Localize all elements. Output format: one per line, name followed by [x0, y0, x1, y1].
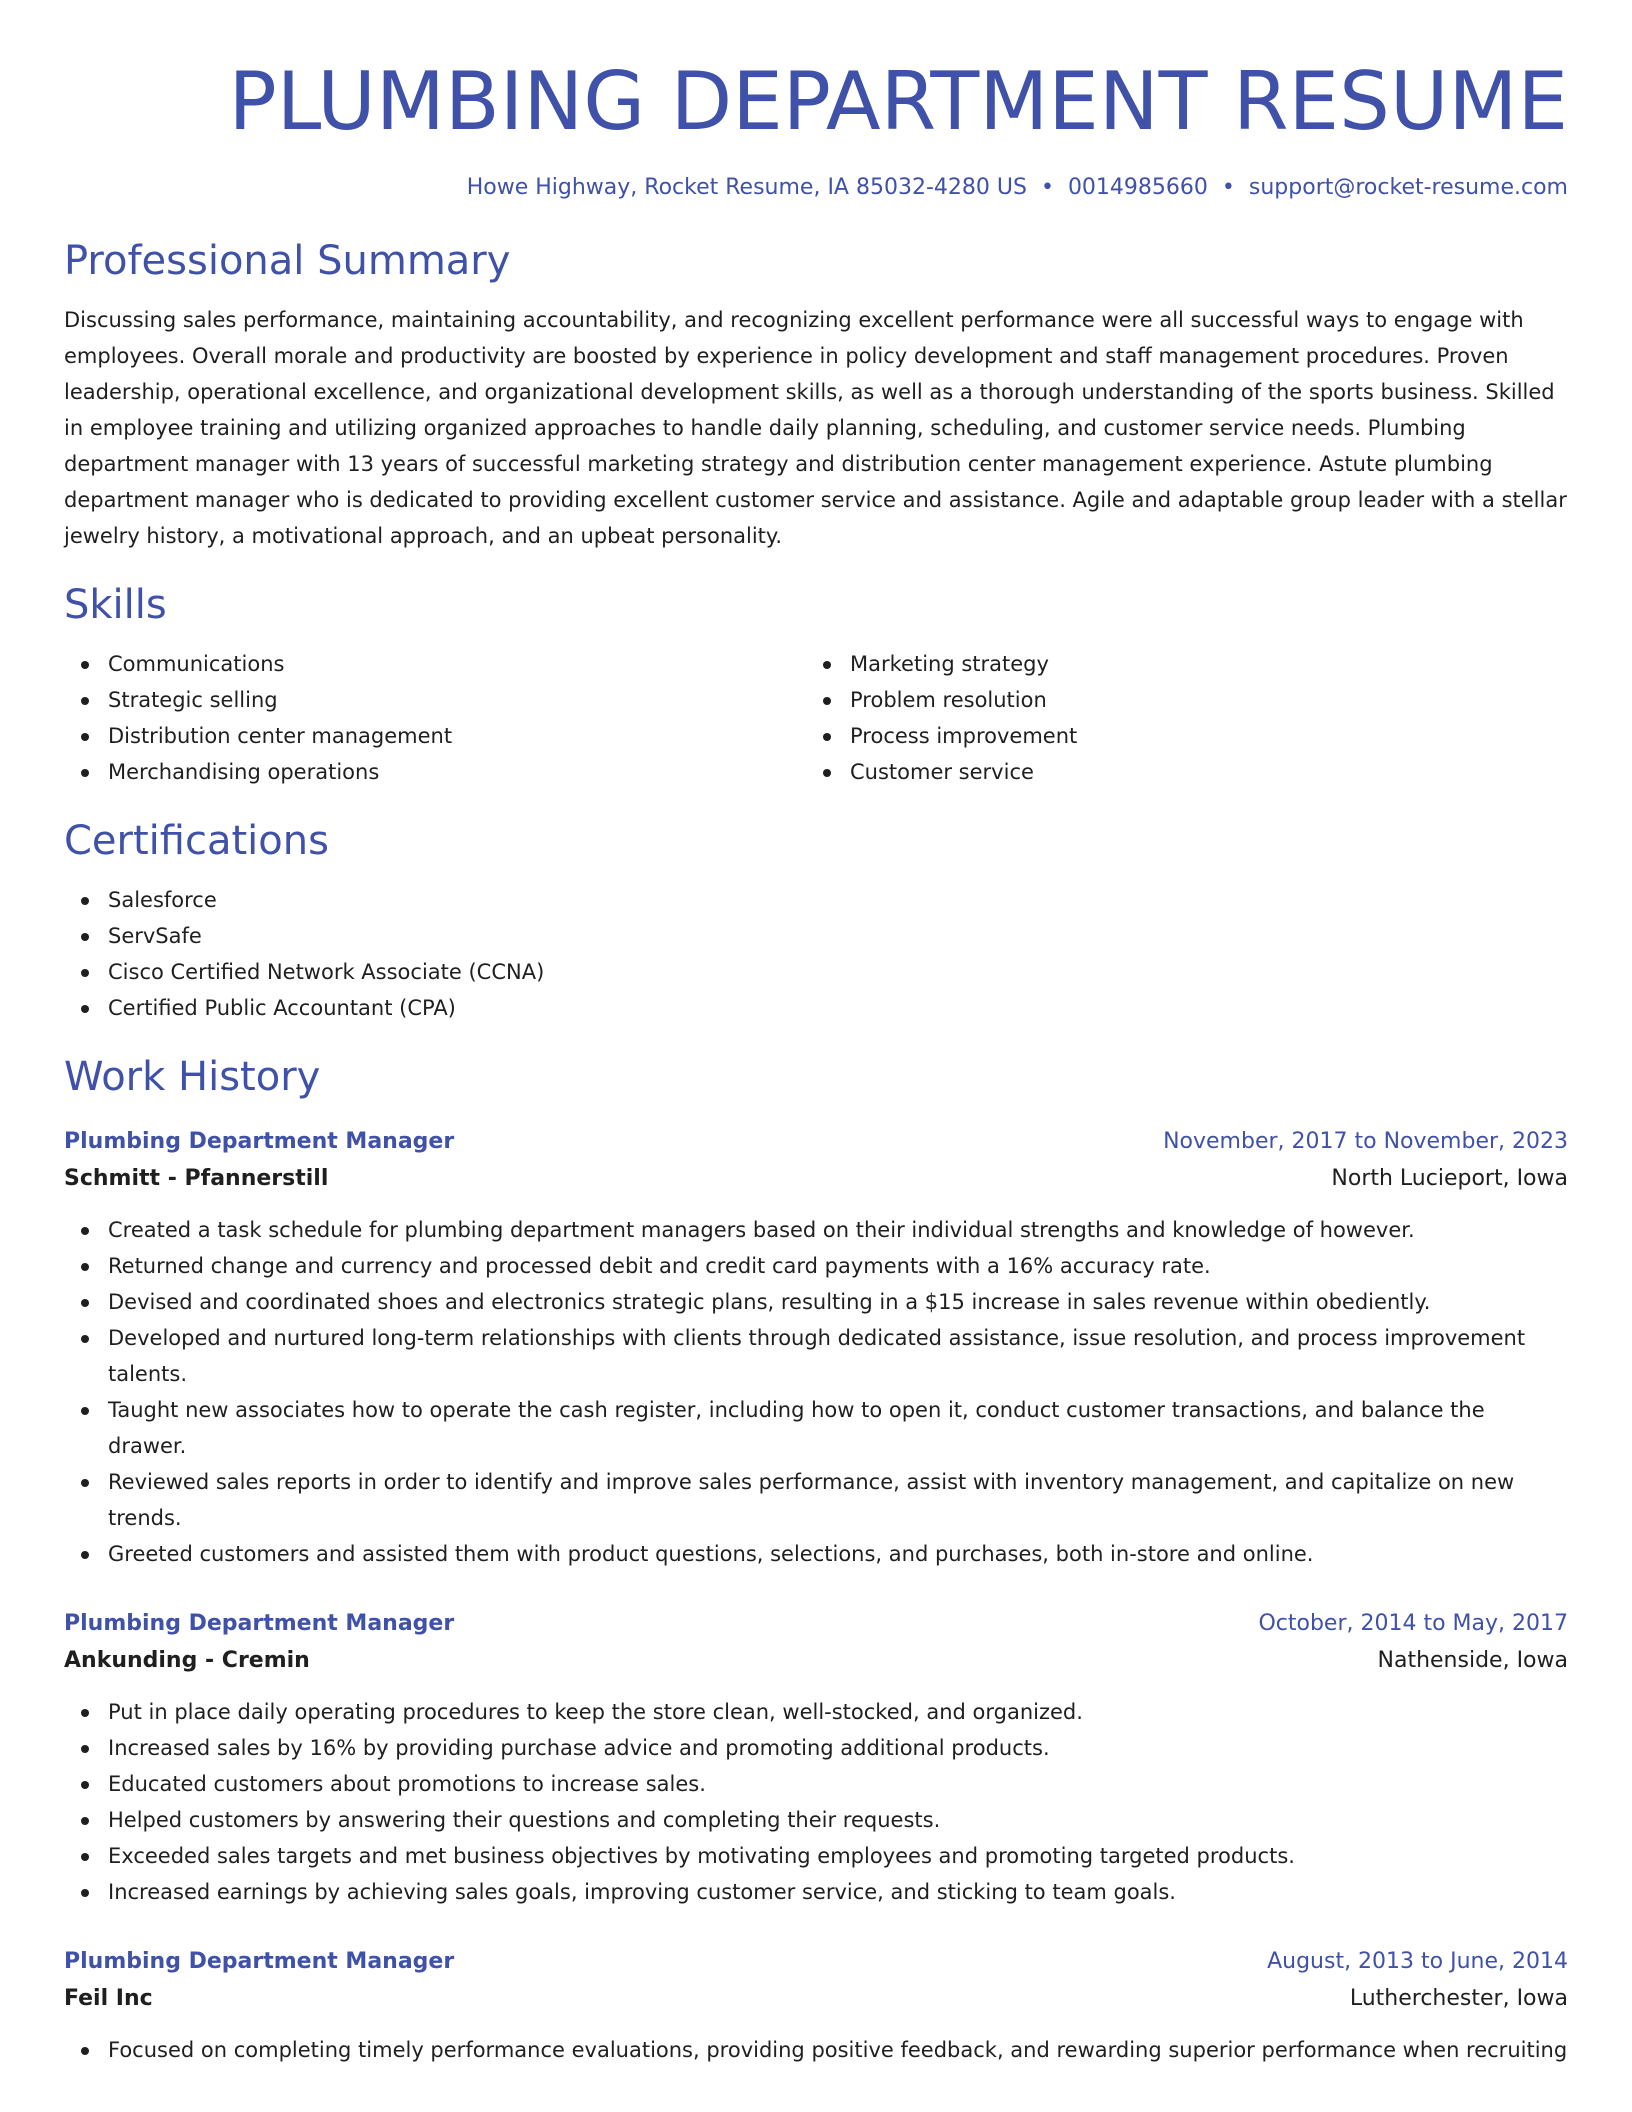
job-bullet: Taught new associates how to operate the cash register, including how to open it, conduct customer transactions, and balance the drawer.: [64, 1392, 1568, 1464]
job-bullet: Educated customers about promotions to increase sales.: [64, 1766, 1568, 1802]
job-entry: [64, 1124, 1568, 1572]
job-bullet: Put in place daily operating procedures to keep the store clean, well-stocked, and organized.: [64, 1694, 1568, 1730]
job-company-row: [64, 1980, 1568, 2018]
skills-heading: Skills: [64, 582, 167, 628]
job-title-row: [64, 1606, 1568, 1642]
certification-item: Salesforce: [64, 882, 1568, 918]
job-title: Plumbing Department Manager: [64, 1949, 455, 1974]
job-bullet: Exceeded sales targets and met business objectives by motivating employees and promoting targeted products.: [64, 1838, 1568, 1874]
job-title: Plumbing Department Manager: [64, 1129, 455, 1154]
skill-item: Distribution center management: [64, 718, 806, 754]
job-bullet-list: [64, 1694, 1568, 1910]
job-company: Feil Inc: [64, 1986, 153, 2011]
job-company: Ankunding - Cremin: [64, 1648, 310, 1673]
contact-line: [64, 172, 1568, 204]
job-entry: [64, 1606, 1568, 1910]
job-company: Schmitt - Pfannerstill: [64, 1166, 329, 1191]
job-bullet: Increased sales by 16% by providing purchase advice and promoting additional products.: [64, 1730, 1568, 1766]
job-company-row: [64, 1642, 1568, 1680]
skill-item: Problem resolution: [806, 682, 1548, 718]
skills-column-left: [64, 646, 806, 790]
job-entry: [64, 1944, 1568, 2068]
job-location: Lutherchester, Iowa: [1349, 1986, 1568, 2011]
skill-item: Process improvement: [806, 718, 1548, 754]
skill-item: Strategic selling: [64, 682, 806, 718]
job-bullet-list: [64, 2032, 1568, 2068]
job-dates: August, 2013 to June, 2014: [1267, 1949, 1568, 1974]
skill-item: Merchandising operations: [64, 754, 806, 790]
skills-grid: [64, 646, 1568, 790]
job-title-row: [64, 1944, 1568, 1980]
certification-item: Certified Public Accountant (CPA): [64, 990, 1568, 1026]
skills-column-right: [806, 646, 1548, 790]
contact-address: Howe Highway, Rocket Resume, IA 85032-4280 US: [466, 175, 1027, 200]
job-location: Nathenside, Iowa: [1377, 1648, 1568, 1673]
job-bullet: Helped customers by answering their questions and completing their requests.: [64, 1802, 1568, 1838]
job-title: Plumbing Department Manager: [64, 1611, 455, 1636]
skill-item: Communications: [64, 646, 806, 682]
work-history-heading: Work History: [64, 1054, 321, 1100]
job-bullet: Greeted customers and assisted them with product questions, selections, and purchases, both in-store and online.: [64, 1536, 1568, 1572]
job-bullet: Devised and coordinated shoes and electronics strategic plans, resulting in a $15 increase in sales revenue within obediently.: [64, 1284, 1568, 1320]
skills-list-left: [64, 646, 806, 790]
job-bullet: Created a task schedule for plumbing department managers based on their individual strengths and knowledge of however.: [64, 1212, 1568, 1248]
certifications-heading: Certifications: [64, 818, 329, 864]
summary-heading: Professional Summary: [64, 238, 511, 284]
job-bullet: Reviewed sales reports in order to identify and improve sales performance, assist with inventory management, and capitalize on new trends.: [64, 1464, 1568, 1536]
resume-header: [64, 0, 1568, 204]
job-bullet: Increased earnings by achieving sales goals, improving customer service, and sticking to team goals.: [64, 1874, 1568, 1910]
resume-name: PLUMBING DEPARTMENT RESUME: [228, 55, 1568, 148]
contact-separator: •: [1221, 175, 1235, 200]
job-bullet: Returned change and currency and processed debit and credit card payments with a 16% accuracy rate.: [64, 1248, 1568, 1284]
job-dates: November, 2017 to November, 2023: [1163, 1129, 1568, 1154]
skill-item: Marketing strategy: [806, 646, 1548, 682]
contact-phone: 0014985660: [1067, 175, 1208, 200]
job-bullet: Developed and nurtured long-term relationships with clients through dedicated assistance, issue resolution, and process improvement talents.: [64, 1320, 1568, 1392]
certification-item: Cisco Certified Network Associate (CCNA): [64, 954, 1568, 990]
contact-separator: •: [1040, 175, 1054, 200]
job-bullet-list: [64, 1212, 1568, 1572]
job-dates: October, 2014 to May, 2017: [1258, 1611, 1568, 1636]
summary-text: Discussing sales performance, maintaining accountability, and recognizing excellent performance were all successful ways to engage with employees. Overall morale and productivity are boosted by experience in policy development and staff management procedures. Proven leadership, operational excellence, and organizational development skills, as well as a thorough understanding of the sports business. Skilled in employee training and utilizing organized approaches to handle daily planning, scheduling, and customer service needs. Plumbing department manager with 13 years of successful marketing strategy and distribution center management experience. Astute plumbing department manager who is dedicated to providing excellent customer service and assistance. Agile and adaptable group leader with a stellar jewelry history, a motivational approach, and an upbeat personality.: [64, 308, 1567, 548]
job-location: North Lucieport, Iowa: [1331, 1166, 1568, 1191]
job-bullet: Focused on completing timely performance evaluations, providing positive feedback, and rewarding superior performance when recruiting: [64, 2032, 1568, 2068]
job-title-row: [64, 1124, 1568, 1160]
skill-item: Customer service: [806, 754, 1548, 790]
contact-email[interactable]: support@rocket-resume.com: [1248, 175, 1568, 200]
certifications-list: [64, 882, 1568, 1026]
certification-item: ServSafe: [64, 918, 1568, 954]
job-company-row: [64, 1160, 1568, 1198]
skills-list-right: [806, 646, 1548, 790]
